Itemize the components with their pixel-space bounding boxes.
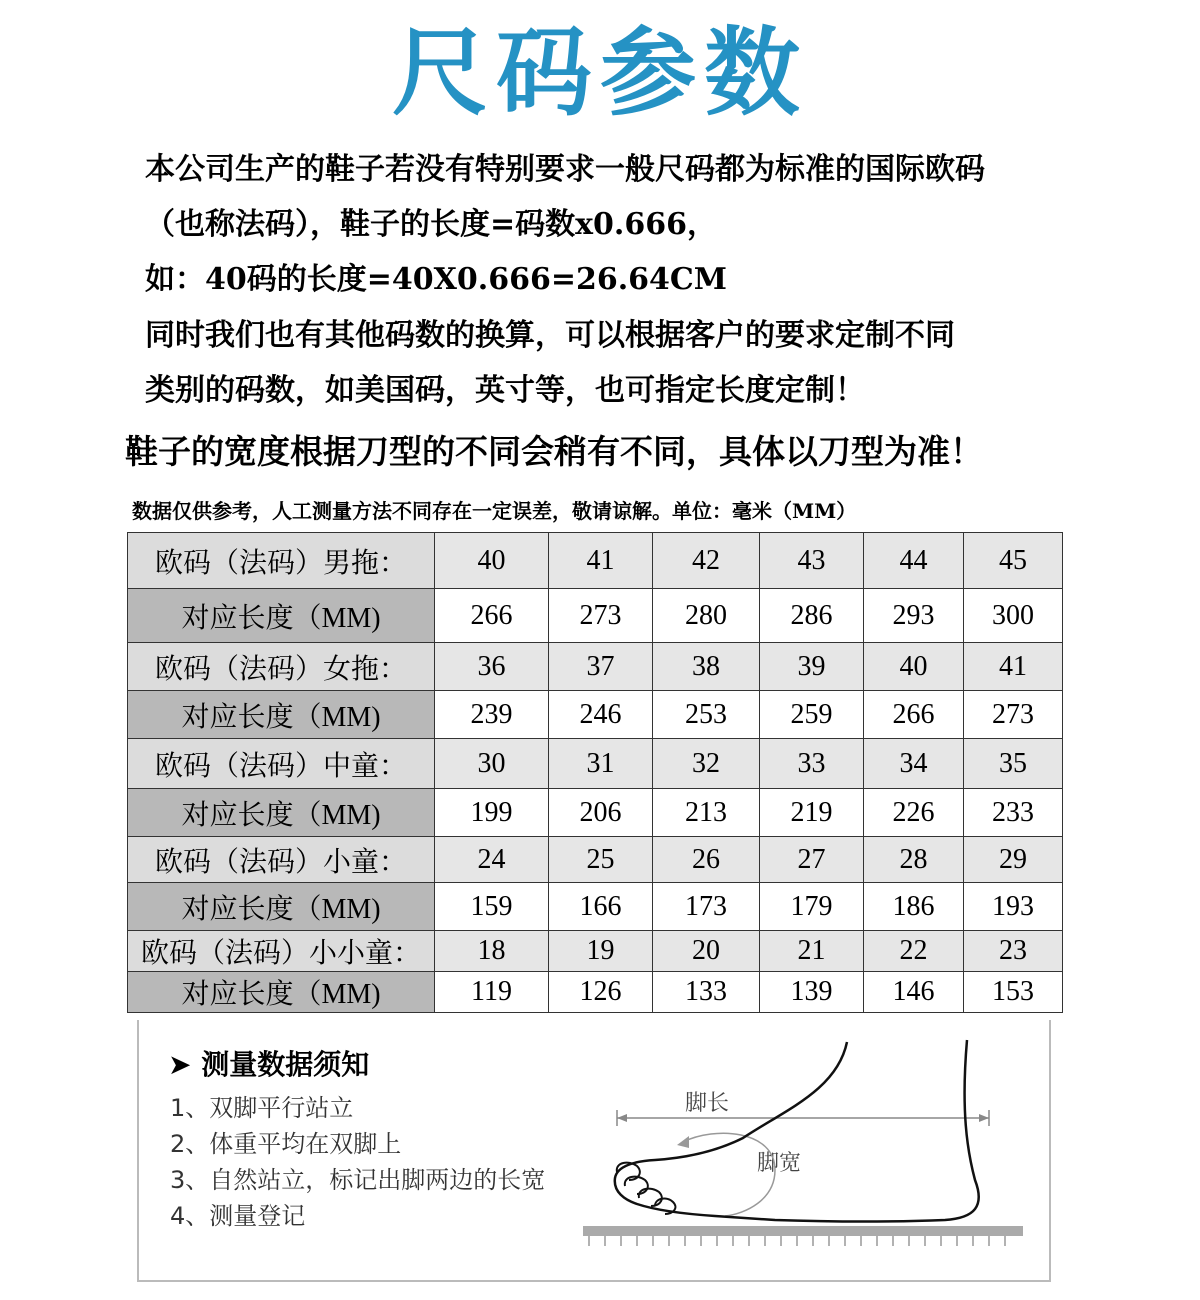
table-cell: 42 [653, 533, 760, 589]
measure-step: 4、测量登记 [170, 1202, 306, 1230]
table-cell: 44 [864, 533, 964, 589]
intro-line-4: 同时我们也有其他码数的换算，可以根据客户的要求定制不同 [145, 318, 955, 353]
foot-measure-illustration [575, 1030, 1035, 1260]
table-cell: 266 [864, 691, 964, 739]
table-cell: 126 [549, 972, 653, 1013]
table-cell: 21 [760, 931, 864, 972]
table-cell: 26 [653, 837, 760, 883]
row-label: 对应长度（MM) [128, 883, 435, 931]
table-cell: 173 [653, 883, 760, 931]
table-cell: 266 [435, 589, 549, 643]
row-label: 对应长度（MM) [128, 789, 435, 837]
table-cell: 27 [760, 837, 864, 883]
table-cell: 45 [964, 533, 1063, 589]
row-label: 欧码（法码）男拖： [128, 533, 435, 589]
table-cell: 37 [549, 643, 653, 691]
table-cell: 139 [760, 972, 864, 1013]
table-cell: 40 [864, 643, 964, 691]
measure-step: 3、自然站立，标记出脚两边的长宽 [170, 1166, 546, 1194]
row-label: 欧码（法码）女拖： [128, 643, 435, 691]
table-cell: 41 [549, 533, 653, 589]
reference-note: 数据仅供参考，人工测量方法不同存在一定误差，敬请谅解。单位：毫米（MM） [132, 499, 857, 523]
table-cell: 239 [435, 691, 549, 739]
row-label: 欧码（法码）小童： [128, 837, 435, 883]
size-table [127, 532, 1063, 1013]
table-cell: 273 [549, 589, 653, 643]
table-cell: 219 [760, 789, 864, 837]
length-row [128, 589, 1063, 643]
page-title: 尺码参数 [392, 17, 808, 129]
table-cell: 119 [435, 972, 549, 1013]
size-row [128, 931, 1063, 972]
intro-line-2: （也称法码），鞋子的长度=码数x0.666， [145, 207, 717, 242]
table-cell: 199 [435, 789, 549, 837]
table-cell: 186 [864, 883, 964, 931]
table-cell: 23 [964, 931, 1063, 972]
table-cell: 36 [435, 643, 549, 691]
table-cell: 293 [864, 589, 964, 643]
table-cell: 25 [549, 837, 653, 883]
table-cell: 18 [435, 931, 549, 972]
size-row [128, 739, 1063, 789]
size-row [128, 837, 1063, 883]
row-label: 欧码（法码）小小童： [128, 931, 435, 972]
table-cell: 300 [964, 589, 1063, 643]
length-row [128, 883, 1063, 931]
foot-width-label: 脚宽 [757, 1151, 802, 1176]
measure-step: 2、体重平均在双脚上 [170, 1130, 402, 1158]
intro-line-3: 如：40码的长度=40X0.666=26.64CM [145, 262, 728, 297]
table-cell: 19 [549, 931, 653, 972]
table-cell: 39 [760, 643, 864, 691]
length-row [128, 789, 1063, 837]
table-cell: 259 [760, 691, 864, 739]
table-cell: 273 [964, 691, 1063, 739]
table-cell: 146 [864, 972, 964, 1013]
table-cell: 233 [964, 789, 1063, 837]
table-cell: 32 [653, 739, 760, 789]
row-label: 对应长度（MM) [128, 691, 435, 739]
table-cell: 30 [435, 739, 549, 789]
table-cell: 246 [549, 691, 653, 739]
table-cell: 43 [760, 533, 864, 589]
floor-ticks [589, 1236, 1005, 1246]
width-notice: 鞋子的宽度根据刀型的不同会稍有不同，具体以刀型为准！ [125, 432, 983, 471]
table-cell: 159 [435, 883, 549, 931]
size-row [128, 643, 1063, 691]
table-cell: 34 [864, 739, 964, 789]
table-cell: 280 [653, 589, 760, 643]
row-label: 欧码（法码）中童： [128, 739, 435, 789]
table-cell: 41 [964, 643, 1063, 691]
table-cell: 166 [549, 883, 653, 931]
table-cell: 20 [653, 931, 760, 972]
foot-length-label: 脚长 [685, 1091, 730, 1116]
row-label: 对应长度（MM) [128, 972, 435, 1013]
floor-bar [583, 1226, 1023, 1236]
table-cell: 213 [653, 789, 760, 837]
intro-line-1: 本公司生产的鞋子若没有特别要求一般尺码都为标准的国际欧码 [145, 152, 985, 187]
foot-outline [615, 1040, 979, 1222]
table-cell: 226 [864, 789, 964, 837]
intro-line-5: 类别的码数，如美国码，英寸等，也可指定长度定制！ [145, 373, 865, 408]
table-cell: 253 [653, 691, 760, 739]
table-cell: 33 [760, 739, 864, 789]
table-cell: 206 [549, 789, 653, 837]
row-label: 对应长度（MM) [128, 589, 435, 643]
table-cell: 24 [435, 837, 549, 883]
length-row [128, 691, 1063, 739]
table-cell: 38 [653, 643, 760, 691]
table-cell: 133 [653, 972, 760, 1013]
measure-heading: ➤ 测量数据须知 [168, 1048, 370, 1081]
table-cell: 153 [964, 972, 1063, 1013]
table-cell: 286 [760, 589, 864, 643]
size-row [128, 533, 1063, 589]
measure-step: 1、双脚平行站立 [170, 1094, 354, 1122]
table-cell: 22 [864, 931, 964, 972]
length-row [128, 972, 1063, 1013]
table-cell: 40 [435, 533, 549, 589]
table-cell: 193 [964, 883, 1063, 931]
table-cell: 179 [760, 883, 864, 931]
table-cell: 31 [549, 739, 653, 789]
table-cell: 28 [864, 837, 964, 883]
table-cell: 29 [964, 837, 1063, 883]
table-cell: 35 [964, 739, 1063, 789]
